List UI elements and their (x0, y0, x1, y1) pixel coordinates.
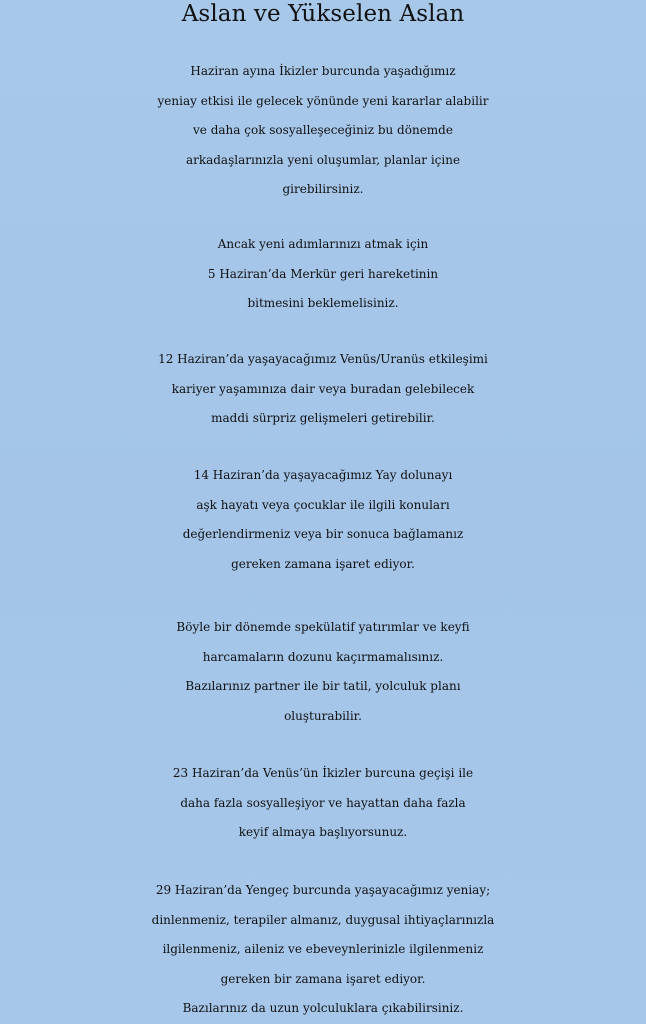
paragraph-4 (0, 461, 646, 579)
text-line: daha fazla sosyalleşiyor ve hayattan daha fazla (180, 795, 466, 810)
text-line: gereken zamana işaret ediyor. (231, 556, 415, 571)
text-line: 5 Haziran’da Merkür geri hareketinin (207, 266, 439, 281)
text-line: 14 Haziran’da yaşayacağımız Yay dolunayı (193, 468, 453, 482)
text-line: maddi sürpriz gelişmeleri getirebilir. (211, 411, 435, 425)
text-line: 23 Haziran’da Venüs’ün İkizler burcuna geçişi ile (172, 766, 474, 780)
paragraph-1 (0, 57, 646, 205)
paragraph-3 (0, 345, 646, 434)
text-line: bitmesini beklemelisiniz. (247, 296, 399, 310)
page-title: Aslan ve Yükselen Aslan (181, 1, 465, 27)
text-line: Bazılarınız partner ile bir tatil, yolculuk planı (185, 679, 461, 693)
text-line: harcamaların dozunu kaçırmamalısınız. (202, 649, 444, 664)
text-line: değerlendirmeniz veya bir sonuca bağlamanız (182, 527, 464, 541)
paragraph-2 (0, 230, 646, 319)
text-line: dinlenmeniz, terapiler almanız, duygusal ihtiyaçlarınızla (151, 912, 495, 927)
text-line: girebilirsiniz. (282, 182, 364, 196)
paragraph-5 (0, 613, 646, 731)
text-line: Böyle bir dönemde spekülatif yatırımlar ve keyfi (176, 620, 470, 634)
paragraph-7 (0, 876, 646, 1024)
text-line: kariyer yaşamınıza dair veya buradan gelebilecek (171, 381, 475, 396)
text-line: arkadaşlarınızla yeni oluşumlar, planlar içine (185, 152, 461, 167)
text-line: ve daha çok sosyalleşeceğiniz bu dönemde (193, 123, 453, 137)
text-line: yeniay etkisi ile gelecek yönünde yeni kararlar alabilir (157, 93, 489, 108)
text-line: Haziran ayına İkizler burcunda yaşadığımız (190, 64, 456, 78)
text-line: aşk hayatı veya çocuklar ile ilgili konuları (196, 497, 450, 512)
text-line: keyif almaya başlıyorsunuz. (238, 825, 408, 839)
paragraph-6 (0, 759, 646, 848)
text-line: gereken bir zamana işaret ediyor. (220, 971, 426, 986)
text-line: ilgilenmeniz, aileniz ve ebeveynlerinizle ilgilenmeniz (162, 942, 484, 956)
text-line: Ancak yeni adımlarınızı atmak için (217, 237, 429, 251)
text-line: oluşturabilir. (284, 708, 362, 723)
text-line: Bazılarınız da uzun yolculuklara çıkabilirsiniz. (182, 1001, 464, 1015)
text-line: 29 Haziran’da Yengeç burcunda yaşayacağımız yeniay; (155, 883, 491, 897)
text-line: 12 Haziran’da yaşayacağımız Venüs/Uranüs etkileşimi (158, 352, 488, 366)
